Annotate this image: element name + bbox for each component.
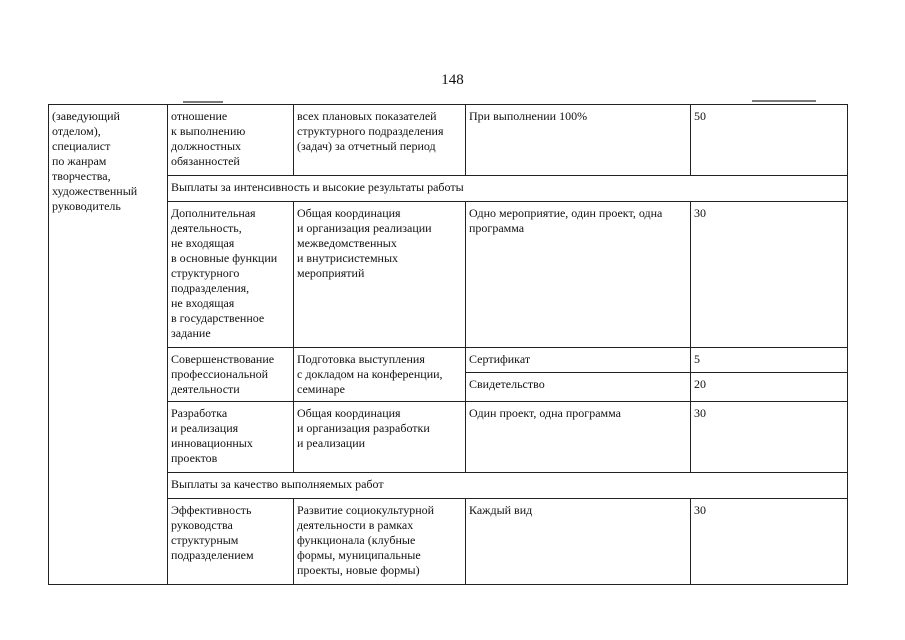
payments-table <box>48 104 848 585</box>
table-row <box>49 348 848 373</box>
section-row <box>49 176 848 202</box>
page-number: 148 <box>441 72 464 88</box>
value-cell: 50 <box>691 105 848 176</box>
indicator-cell: отношение к выполнению должностных обязанностей <box>168 105 294 176</box>
table-row <box>49 105 848 176</box>
position-cell: (заведующий отделом), специалист по жанрам творчества, художественный руководитель <box>49 105 168 585</box>
indicator-cell: Совершенствование профессиональной деятельности <box>168 348 294 402</box>
scan-artifact <box>183 101 223 103</box>
indicator-cell: Эффективность руководства структурным подразделением <box>168 499 294 585</box>
criteria-cell: всех плановых показателей структурного подразделения (задач) за отчетный период <box>294 105 466 176</box>
condition-cell: Сертификат <box>466 348 691 373</box>
criteria-cell: Общая координация и организация реализации межведомственных и внутрисистемных мероприятий <box>294 202 466 348</box>
condition-cell: Одно мероприятие, один проект, одна программа <box>466 202 691 348</box>
condition-cell: Свидетельство <box>466 373 691 402</box>
table-row <box>49 499 848 585</box>
scan-artifact <box>752 100 816 102</box>
condition-cell: Каждый вид <box>466 499 691 585</box>
condition-cell: При выполнении 100% <box>466 105 691 176</box>
section-heading-intensity: Выплаты за интенсивность и высокие результаты работы <box>168 176 848 202</box>
section-row <box>49 473 848 499</box>
section-heading-quality: Выплаты за качество выполняемых работ <box>168 473 848 499</box>
criteria-cell: Общая координация и организация разработки и реализации <box>294 402 466 473</box>
value-cell: 30 <box>691 202 848 348</box>
criteria-cell: Развитие социокультурной деятельности в рамках функционала (клубные формы, муниципальные проекты, новые формы) <box>294 499 466 585</box>
table-row <box>49 202 848 348</box>
value-cell: 30 <box>691 499 848 585</box>
indicator-cell: Разработка и реализация инновационных проектов <box>168 402 294 473</box>
indicator-cell: Дополнительная деятельность, не входящая в основные функции структурного подразделения, не входящая в государственное задание <box>168 202 294 348</box>
table-row <box>49 402 848 473</box>
value-cell: 5 <box>691 348 848 373</box>
value-cell: 20 <box>691 373 848 402</box>
criteria-cell: Подготовка выступления с докладом на конференции, семинаре <box>294 348 466 402</box>
condition-cell: Один проект, одна программа <box>466 402 691 473</box>
value-cell: 30 <box>691 402 848 473</box>
